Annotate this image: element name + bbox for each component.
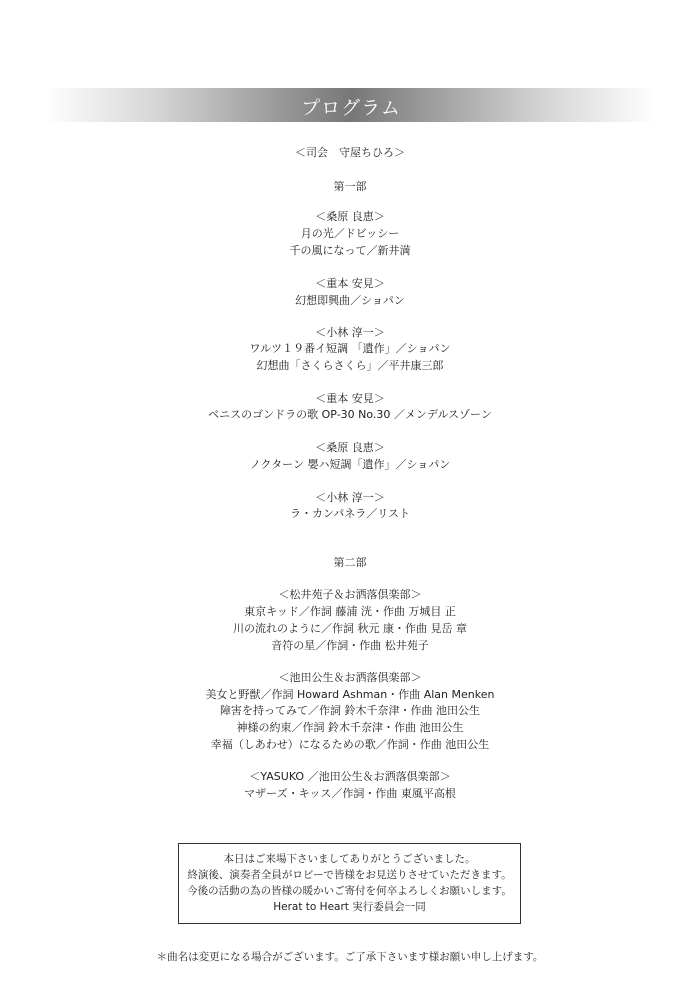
page-title: プログラム — [301, 97, 401, 119]
part2-performer: ＜松井苑子＆お洒落倶楽部＞ — [278, 588, 422, 601]
part2-piece: 美女と野獣／作詞 Howard Ashman・作曲 Alan Menken — [205, 688, 495, 701]
part1-performer: ＜桑原 良恵＞ — [315, 210, 385, 223]
part2-piece: 神様の約束／作詞 鈴木千奈津・作曲 池田公生 — [236, 721, 464, 734]
part1-performer: ＜桑原 良恵＞ — [315, 441, 385, 454]
part1-heading: 第一部 — [333, 180, 367, 193]
part2-performer: ＜YASUKO ／池田公生＆お洒落倶楽部＞ — [249, 770, 451, 783]
part2-piece: 川の流れのように／作詞 秋元 康・作曲 見岳 章 — [233, 622, 467, 635]
mc-line: ＜司会 守屋ちひろ＞ — [295, 146, 405, 159]
part1-piece: ラ・カンパネラ／リスト — [289, 507, 410, 520]
part1-piece: ベニスのゴンドラの歌 OP-30 No.30 ／メンデルスゾーン — [208, 408, 492, 421]
part2-piece: マザーズ・キッス／作詞・作曲 東風平高根 — [244, 787, 456, 800]
part2-piece: 東京キッド／作詞 藤浦 洸・作曲 万城目 正 — [244, 605, 456, 618]
part2-performer: ＜池田公生＆お洒落倶楽部＞ — [278, 671, 422, 684]
part1-performer: ＜小林 淳一＞ — [315, 326, 385, 339]
notice-line: 今後の活動の為の皆様の暖かいご寄付を何卒よろしくお願いします。 — [187, 885, 512, 897]
part1-piece: 千の風になって／新井満 — [289, 244, 411, 257]
part1-piece: 幻想即興曲／ショパン — [295, 294, 405, 307]
title-banner — [45, 88, 657, 122]
notice-line: 本日はご来場下さいましてありがとうございました。 — [223, 853, 476, 865]
part2-piece: 音符の星／作詞・作曲 松井苑子 — [271, 639, 429, 652]
part2-piece: 障害を持ってみて／作詞 鈴木千奈津・作曲 池田公生 — [220, 704, 480, 717]
notice-line: Herat to Heart 実行委員会一同 — [273, 901, 426, 913]
footnote: ＊曲名は変更になる場合がございます。ご了承下さいます様お願い申し上げます。 — [156, 951, 544, 963]
notice-line: 終演後、演奏者全員がロビーで皆様をお見送りさせていただきます。 — [187, 869, 512, 881]
part2-heading: 第二部 — [333, 556, 367, 569]
part1-piece: ノクターン 嬰ハ短調「遺作」／ショパン — [249, 458, 451, 471]
part1-piece: 月の光／ドビッシー — [300, 227, 400, 240]
part1-piece: 幻想曲「さくらさくら」／平井康三郎 — [256, 359, 444, 372]
part1-piece: ワルツ１９番イ短調 「遺作」／ショパン — [249, 342, 451, 355]
thank-you-notice-box — [178, 843, 521, 924]
part1-performer: ＜小林 淳一＞ — [315, 491, 385, 504]
part2-piece: 幸福（しあわせ）になるための歌／作詞・作曲 池田公生 — [210, 738, 490, 751]
part1-performer: ＜重本 安見＞ — [315, 277, 385, 290]
part1-performer: ＜重本 安見＞ — [315, 392, 385, 405]
